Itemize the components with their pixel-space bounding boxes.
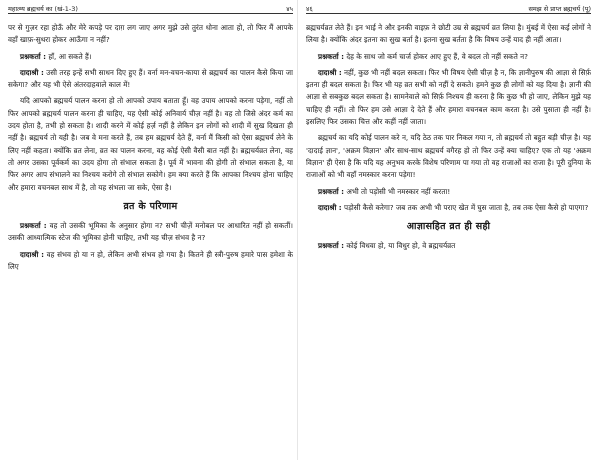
paragraph: यदि आपको ब्रह्मचर्य पालन करना हो तो आपको उपाय बताता हूँ। वह उपाय आपको करना पड़ेगा, नहीं तो फिर आपको ब्रह्मचर्य पालन करना ही चाहिए, यह ऐसी कोई अनिवार्य चीज़ नहीं है। वह तो जिसे अंदर कर्म का उदय होता है, तभी हो सकता है। शादी करने में कोई हर्ज़ नहीं है लेकिन इन लोगों को शादी में सुख दिखता ही नहीं है। ब्रह्मचर्य तो यही है। जब वे मना करते हैं, तब हम ब्रह्मचर्य देते हैं, वर्ना मैं किसी को ऐसा ब्रह्मचर्य लेने के लिए नहीं कहता। क्योंकि व्रत लेना, व्रत का पालन करना, वह कोई ऐसी वैसी बात नहीं है। ब्रह्मचर्यव्रत लेना, वह तो अगर उसका पूर्वकर्म का उदय होगा तो संभाल सकता है। पूर्व में भावना की होगी तो संभाल सकता है, या फिर अगर आप संभालने का निश्चय करोगे तो संभाल सकोगे। हम क्या करते हैं कि आपका निश्चय होना चाहिए और हमारा वचनबल साथ में है, तो यह संभला जा सके, ऐसा है। [8, 96, 293, 192]
question-text: अभी तो पड़ोसी भी नमस्कार नहीं करता! [346, 186, 451, 196]
answer-text: पड़ोसी कैसे करेगा? जब तक अभी भी पराए खेत में घुस जाता है, तब तक ऐसा कैसे हो पाएगा? [343, 202, 589, 212]
speaker-label: दादाश्री : [20, 249, 45, 259]
question-text: देह के साथ जो कर्म चार्ज होकर आए हुए हैं, वे बदल तो नहीं सकते न? [346, 51, 528, 61]
paragraph: पर से गुज़र रहा होऊँ और मेरे कपड़े पर दाग़ लग जाए अगर मुझे उसे तुरंत धोना आता हो, तो फिर मैं आपके वहाँ खाफ़-सुथरा होकर आऊँगा न नहीं? [8, 23, 293, 45]
answer [306, 202, 591, 214]
left-page-header [8, 0, 293, 14]
page-gutter [297, 0, 298, 460]
speaker-label: प्रश्नकर्ता : [20, 221, 47, 231]
left-page [8, 0, 293, 460]
speaker-label: दादाश्री : [20, 67, 44, 77]
question [306, 51, 591, 63]
section-heading: आज्ञासहित व्रत ही सही [406, 221, 491, 233]
right-page-body [306, 22, 591, 253]
question [306, 240, 591, 252]
speaker-label: प्रश्नकर्ता : [318, 51, 345, 61]
question [8, 51, 293, 63]
answer [306, 67, 591, 128]
answer [8, 249, 293, 274]
answer-text: वह संभव हो या न हो, लेकिन अभी संभव हो गया है। कितने ही स्त्री-पुरुष हमारे पास हमेशा के लिए [8, 249, 293, 272]
section-heading: व्रत के परिणाम [123, 200, 178, 212]
question [306, 186, 591, 198]
question-text: वह तो उसकी भूमिका के अनुसार होगा न? सभी चीज़ें मनोबल पर आधारित नहीं हो सकतीं। उसकी आध्यात्मिक स्टेज की भूमिका होनी चाहिए, तभी यह चीज़ संभव है न? [8, 221, 293, 243]
question-text: हाँ, आ सकते हैं। [48, 51, 92, 61]
speaker-label: प्रश्नकर्ता : [318, 186, 345, 196]
answer [8, 67, 293, 92]
answer-text: नहीं, कुछ भी नहीं बदल सकता। फिर भी विषय ऐसी चीज़ है न, कि ज्ञानीपुरुष की आज्ञा से सिर्फ़ इतना ही बदल सकता है। फिर भी यह व्रत सभी को नहीं दे सकते। हमने कुछ ही लोगों को यह दिया है। ज्ञानी की आज्ञा से सबकुछ बदल सकता है। सामनेवाले को सिर्फ़ निश्चय ही करना है कि कुछ भी हो जाए, लेकिन मुझे यह चाहिए ही नहीं। तो फिर हम उसे आज्ञा दे देते हैं और हमारा वचनबल काम करता है। उसे पुसाता ही नहीं है। इसलिए फिर उसका चित्त और कहीं नहीं जाता। [306, 67, 591, 127]
question [8, 220, 293, 245]
speaker-label: दादाश्री : [318, 202, 342, 212]
speaker-label: प्रश्नकर्ता : [318, 241, 345, 251]
right-header-title: समझ से प्राप्त ब्रह्मचर्य (पू) [528, 5, 591, 13]
right-page [306, 0, 591, 460]
left-header-title: महात्म्य ब्रह्मचर्य का (खं-1-3) [8, 5, 78, 13]
speaker-label: प्रश्नकर्ता : [20, 51, 47, 61]
speaker-label: दादाश्री : [318, 67, 342, 77]
right-page-header [306, 0, 591, 14]
left-page-body [8, 22, 293, 273]
left-page-number: ४५ [286, 5, 293, 13]
paragraph: ब्रह्मचर्य का यदि कोई पालन करे न, यदि ठेठ तक पार निकल गया न, तो ब्रह्मचर्य तो बहुत बड़ी चीज़ है। यह 'दादाई ज्ञान', 'अक्रम विज्ञान' और साथ-साथ ब्रह्मचर्य वगैरह हो तो फिर उन्हें क्या चाहिए? एक तो यह 'अक्रम विज्ञान' ही ऐसा है कि यदि यह अनुभव करके विशेष परिणाम पा गया तो वह राजाओं का राजा है। पूरी दुनिया के राजाओं को भी वहाँ नमस्कार करना पड़ेगा! [306, 133, 591, 180]
paragraph: ब्रह्मचर्यव्रत लेते हैं। इन भाई ने और इनकी वाइफ़ ने छोटी उम्र से ब्रह्मचर्य व्रत लिया है। मुंबई में ऐसा कई लोगों ने लिया है। क्योंकि अंदर इतना का सुख बर्ता है। इतना सुख बर्तता है कि विषय उन्हें याद ही नहीं आता। [306, 23, 591, 45]
right-page-number: ४६ [306, 5, 313, 13]
answer-text: उसी तरह इन्हें सभी साधन दिए हुए हैं। वर्ना मन-वचन-काया से ब्रह्मचर्य का पालन कैसे किया जा सकेगा? और यह भी ऐसे अंतरदाहवाले काल में! [8, 67, 293, 90]
question-text: कोई विधवा हो, या विधुर हो, वे ब्रह्मचर्यव्रत [346, 241, 456, 251]
